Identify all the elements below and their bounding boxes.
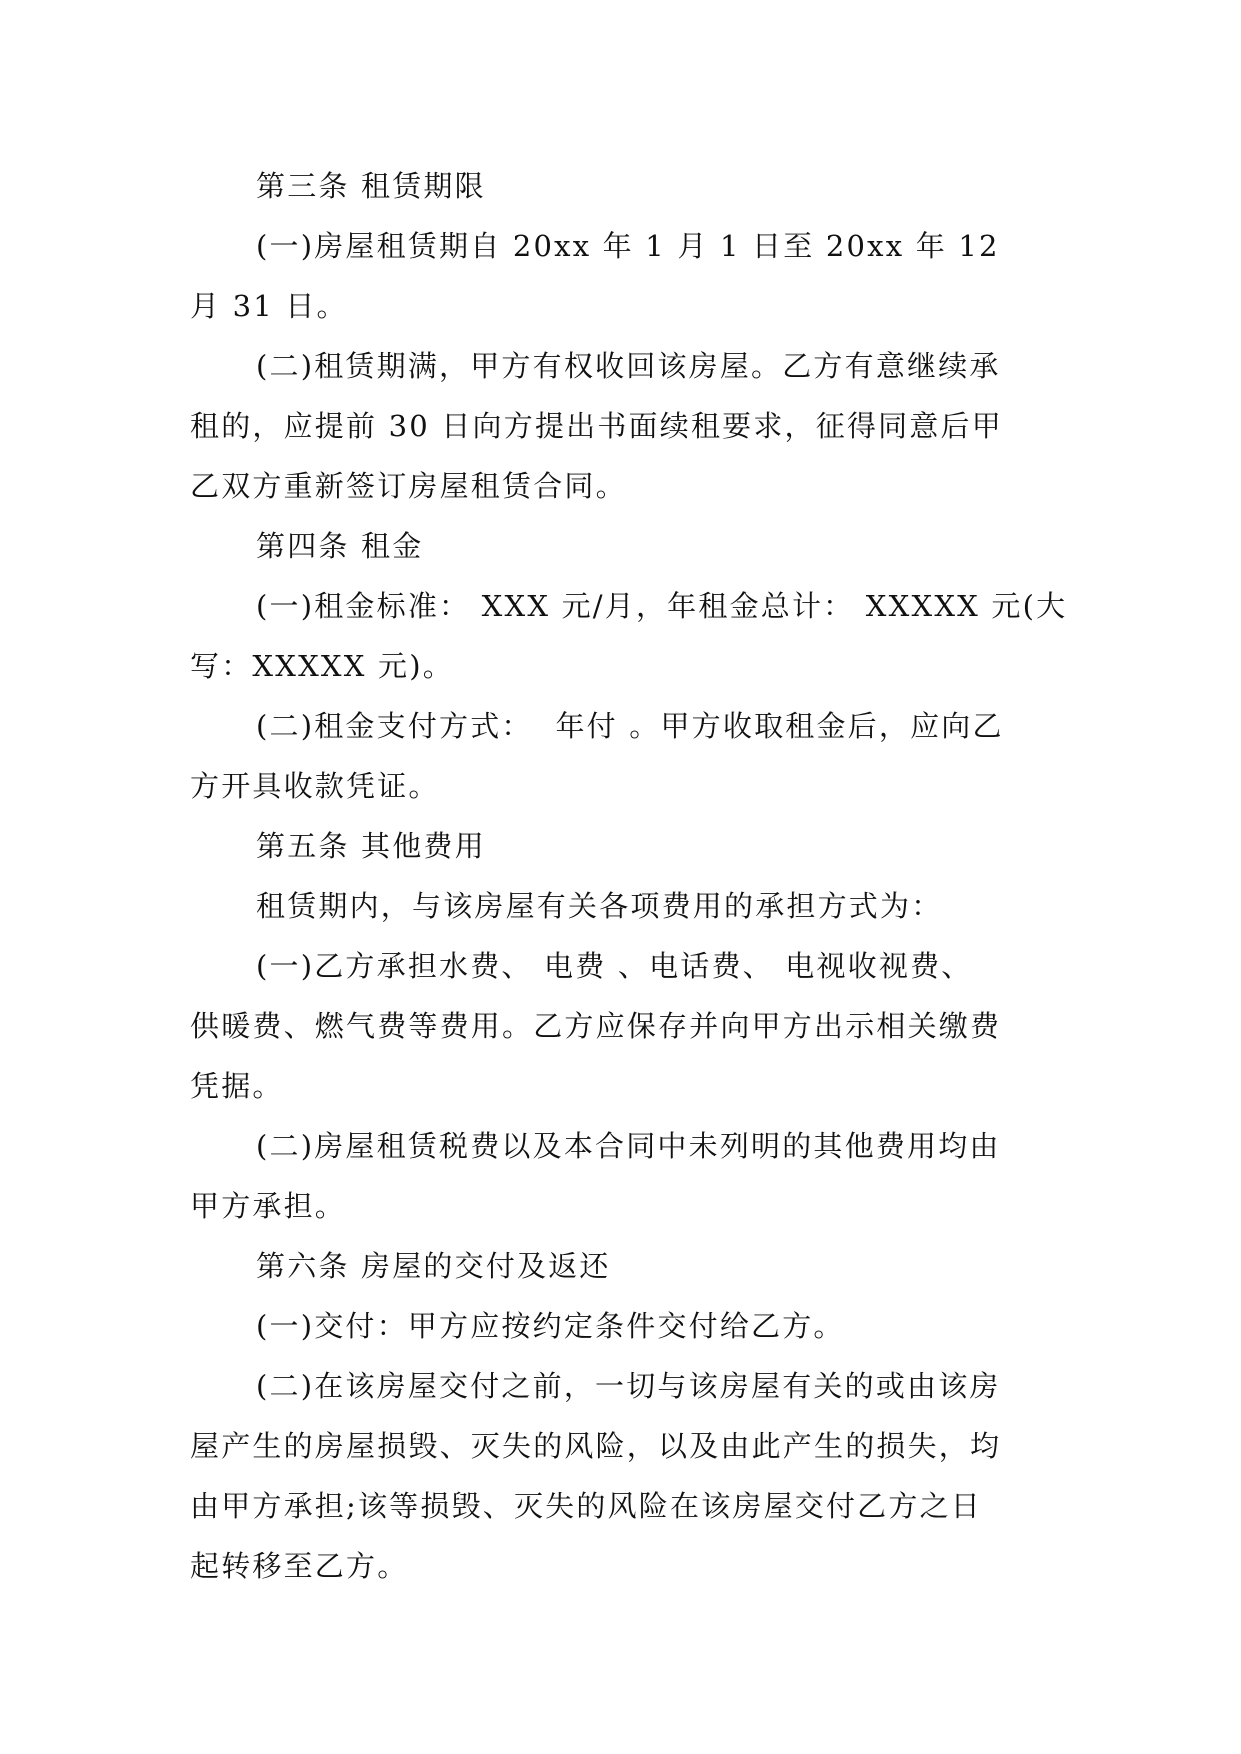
paragraph-line: (一)租金标准： XXX 元/月，年租金总计： XXXXX 元(大 <box>256 589 1068 623</box>
paragraph-line: 租赁期内，与该房屋有关各项费用的承担方式为： <box>256 889 943 923</box>
article-heading: 第六条 房屋的交付及返还 <box>256 1249 611 1283</box>
paragraph-line: (一)房屋租赁期自 20xx 年 1 月 1 日至 20xx 年 12 <box>256 229 1000 263</box>
paragraph-line: 起转移至乙方。 <box>190 1549 409 1583</box>
paragraph-line: 屋产生的房屋损毁、灭失的风险，以及由此产生的损失，均 <box>190 1429 1002 1463</box>
paragraph-line: 租的，应提前 30 日向方提出书面续租要求，征得同意后甲 <box>190 409 1003 443</box>
paragraph-line: 甲方承担。 <box>190 1189 347 1223</box>
paragraph-line: (一)交付：甲方应按约定条件交付给乙方。 <box>256 1309 845 1343</box>
paragraph-line: 凭据。 <box>190 1069 284 1103</box>
paragraph-line: (一)乙方承担水费、 电费 、电话费、 电视收视费、 <box>256 949 973 983</box>
article-heading: 第四条 租金 <box>256 529 424 563</box>
paragraph-line: 方开具收款凭证。 <box>190 769 440 803</box>
paragraph-line: 由甲方承担;该等损毁、灭失的风险在该房屋交付乙方之日 <box>190 1489 982 1523</box>
paragraph-line: (二)房屋租赁税费以及本合同中未列明的其他费用均由 <box>256 1129 1001 1163</box>
document-body <box>190 156 1068 1596</box>
paragraph-line: 乙双方重新签订房屋租赁合同。 <box>190 469 627 503</box>
article-heading: 第三条 租赁期限 <box>256 169 486 203</box>
paragraph-line: 月 31 日。 <box>190 289 348 323</box>
paragraph-line: (二)租金支付方式： 年付 。甲方收取租金后，应向乙 <box>256 709 1004 743</box>
paragraph-line: 供暖费、燃气费等费用。乙方应保存并向甲方出示相关缴费 <box>190 1009 1002 1043</box>
article-heading: 第五条 其他费用 <box>256 829 486 863</box>
paragraph-line: (二)在该房屋交付之前，一切与该房屋有关的或由该房 <box>256 1369 1001 1403</box>
paragraph-line: 写：XXXXX 元)。 <box>190 649 454 683</box>
paragraph-line: (二)租赁期满，甲方有权收回该房屋。乙方有意继续承 <box>256 349 1001 383</box>
